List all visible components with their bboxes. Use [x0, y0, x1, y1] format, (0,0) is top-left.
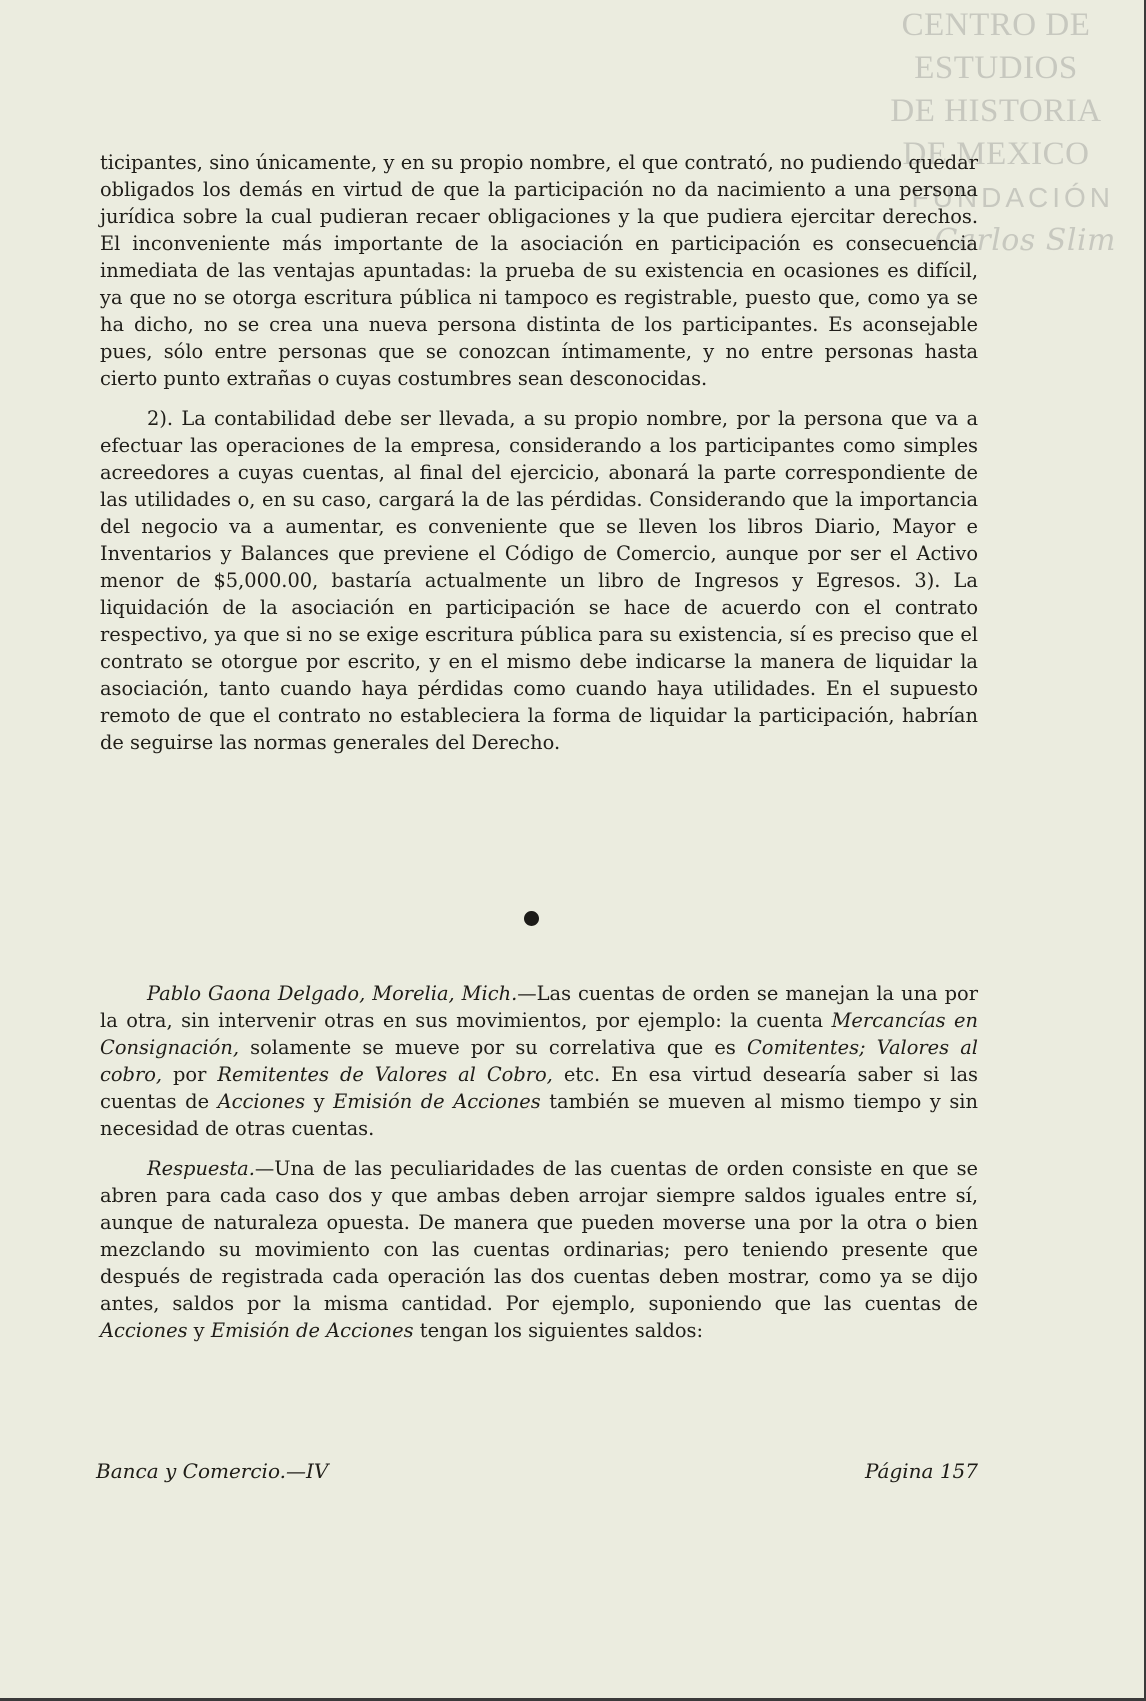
footer-publication: Banca y Comercio.—IV [96, 1459, 329, 1483]
watermark-line: DE MEXICO [902, 136, 1090, 172]
paragraph: ticipantes, sino únicamente, y en su propio nombre, el que contrató, no pudiendo quedar obligados los demás en virtud de que la participación no da nacimiento a una persona jurídica sobre la cual pudieran recaer obligaciones y la que pudiera ejercitar derechos. El inconveniente más importante de la asociación en participación es consecuencia inmediata de las ventajas apuntadas: la prueba de su existencia en ocasiones es difícil, ya que no se otorga escritura pública ni tampoco es registrable, puesto que, como ya se ha dicho, no se crea una nueva persona distinta de los participantes. Es aconsejable pues, sólo entre personas que se conozcan íntimamente, y no entre personas hasta cierto punto extrañas o cuyas costumbres sean desconocidas. [100, 151, 978, 390]
watermark-line: ESTUDIOS [914, 50, 1078, 86]
question-paragraph: Pablo Gaona Delgado, Morelia, Mich.—Las cuentas de orden se manejan la una por la otra, sin intervenir otras en sus movimientos, por ejemplo: la cuenta Mercancías en Consignación, solamente se mueve por su correlativa que es Comitentes; Valores al cobro, por Remitentes de Valores al Cobro, etc. En esa virtud desearía saber si las cuentas de Acciones y Emisión de Acciones también se mueven al mismo tiempo y sin necesidad de otras cuentas. [100, 982, 979, 1140]
body-block-1 [100, 149, 978, 756]
section-separator-dot [524, 911, 539, 926]
paragraph: 2). La contabilidad debe ser llevada, a su propio nombre, por la persona que va a efectuar las operaciones de la empresa, considerando a los participantes como simples acreedores a cuyas cuentas, al final del ejercicio, abonará la parte correspondiente de las utilidades o, en su caso, cargará la de las pérdidas. Considerando que la importancia del negocio va a aumentar, es conveniente que se lleven los libros Diario, Mayor e Inventarios y Balances que previene el Código de Comercio, aunque por ser el Activo menor de $5,000.00, bastaría actualmente un libro de Ingresos y Egresos. 3). La liquidación de la asociación en participación se hace de acuerdo con el contrato respectivo, ya que si no se exige escritura pública para su existencia, sí es preciso que el contrato se otorgue por escrito, y en el mismo debe indicarse la manera de liquidar la asociación, tanto cuando haya pérdidas como cuando haya utilidades. En el supuesto remoto de que el contrato no estableciera la forma de liquidar la participación, habrían de seguirse las normas generales del Derecho. [100, 407, 978, 754]
question-author: Pablo Gaona Delgado, Morelia, Mich. [147, 982, 518, 1005]
watermark-signature: Carlos Slim [934, 223, 1116, 258]
footer-page-number: Página 157 [864, 1459, 978, 1483]
watermark-line: FUNDACIÓN [911, 182, 1114, 213]
watermark-line: CENTRO DE [901, 7, 1091, 43]
answer-paragraph: Respuesta.—Una de las peculiaridades de las cuentas de orden consiste en que se abren para cada caso dos y que ambas deben arrojar siempre saldos iguales entre sí, aunque de naturaleza opuesta. De manera que pueden moverse una por la otra o bien mezclando su movimiento con las cuentas ordinarias; pero teniendo presente que después de registrada cada operación las dos cuentas deben mostrar, como ya se dijo antes, saldos por la misma cantidad. Por ejemplo, suponiendo que las cuentas de Acciones y Emisión de Acciones tengan los siguientes saldos: [100, 1157, 978, 1342]
watermark-line: DE HISTORIA [890, 93, 1102, 129]
body-block-2 [100, 980, 978, 1344]
answer-label: Respuesta. [147, 1157, 255, 1180]
